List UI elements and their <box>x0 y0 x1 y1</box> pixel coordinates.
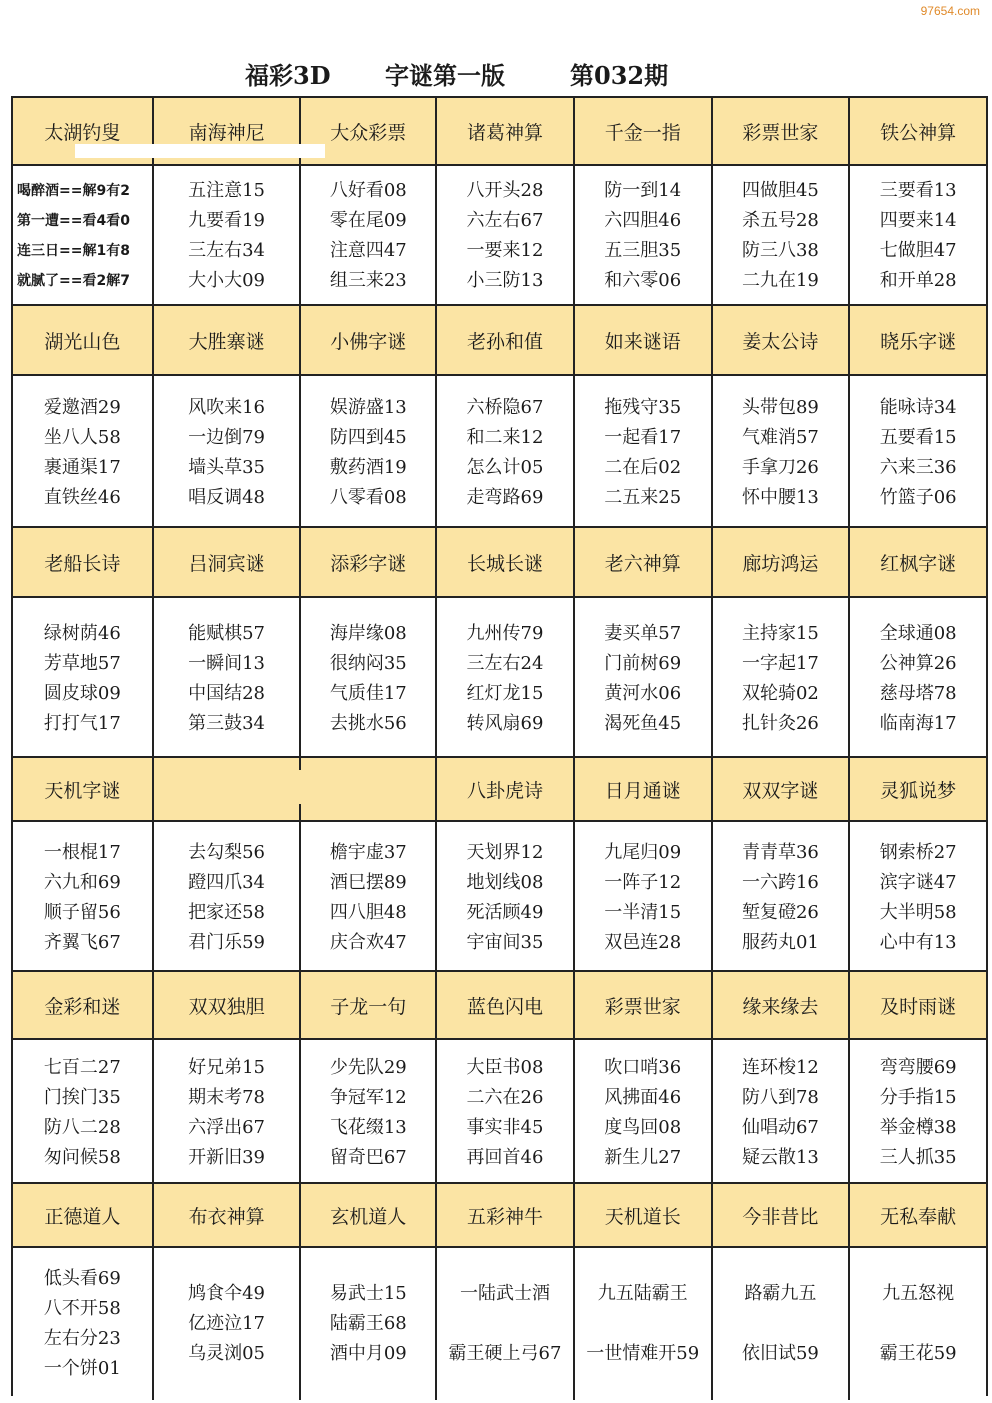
riddle-line: 低头看69 <box>43 1268 121 1289</box>
riddle-line: 分手指15 <box>879 1087 957 1108</box>
riddle-line: 事实非45 <box>466 1117 544 1138</box>
riddle-line: 宇宙间35 <box>466 932 544 953</box>
riddle-cell <box>713 598 851 760</box>
section-1 <box>13 98 986 306</box>
riddle-line: 爱邀酒29 <box>43 397 121 418</box>
riddle-cell <box>713 1248 851 1400</box>
section-header-row <box>13 970 986 1040</box>
column-header: 小佛字谜 <box>301 306 437 374</box>
riddle-line: 渴死鱼45 <box>604 713 682 734</box>
column-header: 湖光山色 <box>13 306 154 374</box>
section-body-row <box>13 822 986 974</box>
riddle-line: 怀中腰13 <box>741 487 819 508</box>
riddle-line: 全球通08 <box>879 623 957 644</box>
riddle-cell <box>575 822 713 974</box>
riddle-line: 中国结28 <box>188 683 266 704</box>
riddle-line: 九五怒视 <box>882 1283 955 1304</box>
section-2 <box>13 304 986 530</box>
riddle-line: 一字起17 <box>741 653 819 674</box>
riddle-line: 双邑连28 <box>604 932 682 953</box>
title-edition: 字谜第一版 <box>385 61 505 90</box>
column-header: 彩票世家 <box>575 972 713 1038</box>
section-header-row <box>13 304 986 376</box>
riddle-line: 打打气17 <box>43 713 121 734</box>
riddle-line: 二九在19 <box>741 270 819 291</box>
riddle-line: 唱反调48 <box>188 487 266 508</box>
riddle-line: 六左右67 <box>466 210 544 231</box>
riddle-line: 二五来25 <box>604 487 682 508</box>
column-header: 及时雨谜 <box>880 995 957 1018</box>
column-header: 红枫字谜 <box>880 552 957 575</box>
column-header: 大胜寨谜 <box>154 306 302 374</box>
riddle-line: 檐宇虚37 <box>329 842 407 863</box>
riddle-cell <box>154 822 302 974</box>
riddle-cell <box>575 598 713 760</box>
site-watermark: 97654.com <box>920 4 980 18</box>
riddle-line: 红灯龙15 <box>466 683 544 704</box>
column-header: 子龙一句 <box>301 972 437 1038</box>
riddle-line: 六来三36 <box>879 457 957 478</box>
riddle-line: 一起看17 <box>604 427 682 448</box>
riddle-line: 双轮骑02 <box>741 683 819 704</box>
column-header: 无私奉献 <box>880 1205 957 1228</box>
riddle-line: 黄河水06 <box>604 683 682 704</box>
riddle-line: 齐翼飞67 <box>43 932 121 953</box>
riddle-line: 新生儿27 <box>604 1147 682 1168</box>
riddle-line: 六桥隐67 <box>466 397 544 418</box>
riddle-line: 五注意15 <box>188 180 266 201</box>
riddle-cell <box>154 376 302 530</box>
column-header: 蓝色闪电 <box>437 972 575 1038</box>
riddle-line: 慈母塔78 <box>879 683 957 704</box>
column-header: 缘来缘去 <box>713 972 851 1038</box>
riddle-line: 主持家15 <box>741 623 819 644</box>
riddle-cell <box>850 822 986 974</box>
riddle-cell <box>301 166 437 306</box>
riddle-line: 风拂面46 <box>604 1087 682 1108</box>
riddle-cell <box>13 822 154 974</box>
column-header: 布衣神算 <box>154 1184 302 1246</box>
column-header: 天机字谜 <box>13 758 154 820</box>
riddle-line: 去勾梨56 <box>188 842 266 863</box>
riddle-cell <box>850 376 986 530</box>
riddle-cell <box>437 822 575 974</box>
section-6 <box>13 1182 986 1400</box>
riddle-line: 留奇巴67 <box>329 1147 407 1168</box>
riddle-line: 防八到78 <box>741 1087 819 1108</box>
riddle-line: 匆问候58 <box>43 1147 121 1168</box>
riddle-cell <box>850 1248 986 1400</box>
riddle-line: 心中有13 <box>879 932 957 953</box>
section-3 <box>13 526 986 760</box>
riddle-cell <box>713 822 851 974</box>
section-5 <box>13 970 986 1186</box>
riddle-cell <box>13 166 154 306</box>
riddle-line: 组三来23 <box>329 270 407 291</box>
riddle-table <box>11 96 988 1396</box>
riddle-line: 四要来14 <box>879 210 957 231</box>
section-header-row <box>13 1182 986 1248</box>
riddle-line: 疑云散13 <box>741 1147 819 1168</box>
riddle-line: 八好看08 <box>329 180 407 201</box>
column-header: 八卦虎诗 <box>437 758 575 820</box>
riddle-cell <box>437 166 575 306</box>
riddle-line: 度鸟回08 <box>604 1117 682 1138</box>
riddle-line: 临南海17 <box>879 713 957 734</box>
column-header: 姜太公诗 <box>713 306 851 374</box>
riddle-line: 钢索桥27 <box>879 842 957 863</box>
riddle-line: 一六跨16 <box>741 872 819 893</box>
riddle-line: 一陆武士酒 <box>460 1283 550 1304</box>
riddle-line: 飞花缀13 <box>329 1117 407 1138</box>
riddle-line: 芳草地57 <box>43 653 121 674</box>
riddle-line: 鸠食仐49 <box>188 1283 266 1304</box>
riddle-cell <box>850 598 986 760</box>
column-header: 双双字谜 <box>713 758 851 820</box>
riddle-line: 喝醉酒==解9有2 <box>17 183 130 199</box>
riddle-line: 二六在26 <box>466 1087 544 1108</box>
riddle-line: 七百二27 <box>43 1057 121 1078</box>
riddle-line: 蹬四爪34 <box>188 872 266 893</box>
riddle-line: 拖残守35 <box>604 397 682 418</box>
riddle-cell <box>575 1248 713 1400</box>
riddle-line: 路霸九五 <box>744 1283 817 1304</box>
riddle-line: 一根棍17 <box>43 842 121 863</box>
riddle-line: 地划线08 <box>466 872 544 893</box>
riddle-line: 直铁丝46 <box>43 487 121 508</box>
riddle-line: 一要来12 <box>466 240 544 261</box>
riddle-line: 九五陆霸王 <box>597 1283 688 1304</box>
riddle-cell <box>301 822 437 974</box>
section-header-row <box>13 756 986 822</box>
riddle-cell <box>575 1040 713 1186</box>
riddle-cell <box>713 166 851 306</box>
riddle-line: 五三胆35 <box>604 240 682 261</box>
riddle-line: 一半清15 <box>604 902 682 923</box>
riddle-cell <box>13 376 154 530</box>
riddle-line: 酒巳摆89 <box>329 872 407 893</box>
section-header-row <box>13 526 986 598</box>
riddle-line: 乌灵浏05 <box>188 1343 266 1364</box>
riddle-line: 九要看19 <box>188 210 266 231</box>
riddle-line: 大半明58 <box>879 902 957 923</box>
riddle-cell <box>301 1040 437 1186</box>
riddle-line: 霸王花59 <box>879 1343 957 1364</box>
column-header: 晓乐字谜 <box>880 330 957 353</box>
riddle-line: 能咏诗34 <box>879 397 957 418</box>
column-header: 吕洞宾谜 <box>154 528 302 596</box>
column-header: 彩票世家 <box>713 98 851 164</box>
riddle-line: 再回首46 <box>466 1147 544 1168</box>
column-header: 长城长谜 <box>437 528 575 596</box>
riddle-line: 三人抓35 <box>879 1147 957 1168</box>
riddle-line: 二在后02 <box>604 457 682 478</box>
riddle-line: 防一到14 <box>604 180 682 201</box>
riddle-line: 依旧试59 <box>741 1343 819 1364</box>
riddle-line: 开新旧39 <box>188 1147 266 1168</box>
riddle-line: 举金樽38 <box>879 1117 957 1138</box>
riddle-line: 亿迹泣17 <box>188 1313 266 1334</box>
riddle-line: 八开头28 <box>466 180 544 201</box>
riddle-line: 滨字谜47 <box>879 872 957 893</box>
riddle-line: 头带包89 <box>741 397 819 418</box>
riddle-cell <box>13 598 154 760</box>
redaction-bar <box>75 144 325 158</box>
riddle-line: 走弯路69 <box>466 487 544 508</box>
riddle-cell <box>713 376 851 530</box>
riddle-line: 扎针灸26 <box>741 713 819 734</box>
riddle-line: 左右分23 <box>43 1328 121 1349</box>
riddle-line: 少先队29 <box>329 1057 407 1078</box>
column-header: 诸葛神算 <box>437 98 575 164</box>
riddle-line: 门前树69 <box>604 653 682 674</box>
riddle-line: 三要看13 <box>879 180 957 201</box>
riddle-line: 就腻了==看2解7 <box>17 273 130 289</box>
riddle-cell <box>154 1040 302 1186</box>
riddle-line: 君门乐59 <box>188 932 266 953</box>
riddle-line: 八零看08 <box>329 487 407 508</box>
riddle-line: 裹通渠17 <box>43 457 121 478</box>
riddle-line: 弯弯腰69 <box>879 1057 957 1078</box>
section-body-row <box>13 376 986 530</box>
riddle-cell <box>437 376 575 530</box>
riddle-line: 五要看15 <box>879 427 957 448</box>
riddle-line: 和二来12 <box>466 427 544 448</box>
riddle-cell <box>154 1248 302 1400</box>
riddle-line: 酒中月09 <box>329 1343 407 1364</box>
title-lottery: 福彩3D <box>245 61 331 90</box>
section-body-row <box>13 598 986 760</box>
riddle-line: 期末考78 <box>188 1087 266 1108</box>
column-header: 老六神算 <box>575 528 713 596</box>
riddle-cell <box>301 1248 437 1400</box>
riddle-cell <box>13 1248 154 1400</box>
riddle-line: 六九和69 <box>43 872 121 893</box>
column-header: 南海神尼 <box>154 98 302 164</box>
section-body-row <box>13 1040 986 1186</box>
section-body-row <box>13 1248 986 1400</box>
column-header: 玄机道人 <box>301 1184 437 1246</box>
riddle-line: 顺子留56 <box>43 902 121 923</box>
riddle-line: 注意四47 <box>329 240 407 261</box>
riddle-line: 第三鼓34 <box>188 713 266 734</box>
riddle-line: 杀五号28 <box>741 210 819 231</box>
riddle-line: 公神算26 <box>879 653 957 674</box>
riddle-line: 一个饼01 <box>43 1358 121 1379</box>
riddle-line: 吹口哨36 <box>604 1057 682 1078</box>
riddle-line: 把家还58 <box>188 902 266 923</box>
column-header: 灵狐说梦 <box>880 779 957 802</box>
riddle-line: 四八胆48 <box>329 902 407 923</box>
riddle-line: 坐八人58 <box>43 427 121 448</box>
column-header: 日月通谜 <box>575 758 713 820</box>
column-header: 双双独胆 <box>154 972 302 1038</box>
riddle-line: 连环梭12 <box>741 1057 819 1078</box>
riddle-cell <box>850 1040 986 1186</box>
riddle-cell <box>301 598 437 760</box>
riddle-line: 怎么计05 <box>466 457 544 478</box>
riddle-cell <box>437 1040 575 1186</box>
riddle-line: 陆霸王68 <box>329 1313 407 1334</box>
riddle-line: 一边倒79 <box>188 427 266 448</box>
riddle-line: 天划界12 <box>466 842 544 863</box>
riddle-line: 庆合欢47 <box>329 932 407 953</box>
riddle-cell <box>154 166 302 306</box>
riddle-line: 连三日==解1有8 <box>17 243 130 259</box>
riddle-cell <box>575 166 713 306</box>
column-header: 今非昔比 <box>713 1184 851 1246</box>
riddle-line: 能赋棋57 <box>188 623 266 644</box>
column-header: 正德道人 <box>13 1184 154 1246</box>
column-header: 添彩字谜 <box>301 528 437 596</box>
column-header: 五彩神牛 <box>437 1184 575 1246</box>
column-header: 千金一指 <box>575 98 713 164</box>
riddle-line: 仙唱动67 <box>741 1117 819 1138</box>
riddle-line: 九州传79 <box>466 623 544 644</box>
riddle-line: 大臣书08 <box>466 1057 544 1078</box>
riddle-cell <box>713 1040 851 1186</box>
column-header: 如来谜语 <box>575 306 713 374</box>
riddle-line: 霸王硬上弓67 <box>448 1343 562 1364</box>
riddle-line: 娱游盛13 <box>329 397 407 418</box>
riddle-line: 七做胆47 <box>879 240 957 261</box>
riddle-line: 六浮出67 <box>188 1117 266 1138</box>
riddle-line: 八不开58 <box>43 1298 121 1319</box>
riddle-line: 服药丸01 <box>741 932 819 953</box>
riddle-line: 转风扇69 <box>466 713 544 734</box>
riddle-line: 海岸缘08 <box>329 623 407 644</box>
riddle-line: 防八二28 <box>43 1117 121 1138</box>
riddle-cell <box>575 376 713 530</box>
riddle-line: 易武士15 <box>329 1283 407 1304</box>
column-header: 太湖钓叟 <box>13 98 154 164</box>
riddle-line: 堑复磴26 <box>741 902 819 923</box>
section-body-row <box>13 166 986 306</box>
riddle-line: 一瞬间13 <box>188 653 266 674</box>
riddle-cell <box>437 598 575 760</box>
riddle-line: 很纳闷35 <box>329 653 407 674</box>
title-issue: 第032期 <box>570 61 669 90</box>
riddle-line: 死活顾49 <box>466 902 544 923</box>
riddle-line: 气难消57 <box>741 427 819 448</box>
riddle-cell <box>437 1248 575 1400</box>
riddle-line: 敷药酒19 <box>329 457 407 478</box>
section-4 <box>13 756 986 974</box>
riddle-line: 墙头草35 <box>188 457 266 478</box>
riddle-line: 六四胆46 <box>604 210 682 231</box>
riddle-line: 小三防13 <box>466 270 544 291</box>
riddle-line: 风吹来16 <box>188 397 266 418</box>
riddle-cell <box>154 598 302 760</box>
riddle-line: 大小大09 <box>188 270 266 291</box>
riddle-line: 一阵子12 <box>604 872 682 893</box>
column-header: 老船长诗 <box>13 528 154 596</box>
column-header: 廊坊鸿运 <box>713 528 851 596</box>
redaction-bar <box>163 770 425 804</box>
riddle-line: 圆皮球09 <box>43 683 121 704</box>
riddle-line: 门挨门35 <box>43 1087 121 1108</box>
column-header: 老孙和值 <box>437 306 575 374</box>
riddle-line: 三左右24 <box>466 653 544 674</box>
riddle-line: 手拿刀26 <box>741 457 819 478</box>
riddle-line: 防三八38 <box>741 240 819 261</box>
riddle-line: 三左右34 <box>188 240 266 261</box>
riddle-line: 和开单28 <box>879 270 957 291</box>
riddle-line: 竹篮子06 <box>879 487 957 508</box>
riddle-line: 气质佳17 <box>329 683 407 704</box>
riddle-cell <box>13 1040 154 1186</box>
riddle-line: 防四到45 <box>329 427 407 448</box>
column-header: 金彩和迷 <box>13 972 154 1038</box>
riddle-line: 妻买单57 <box>604 623 682 644</box>
riddle-line: 青青草36 <box>741 842 819 863</box>
riddle-line: 绿树荫46 <box>43 623 121 644</box>
riddle-line: 好兄弟15 <box>188 1057 266 1078</box>
column-header: 天机道长 <box>575 1184 713 1246</box>
riddle-line: 争冠军12 <box>329 1087 407 1108</box>
riddle-line: 四做胆45 <box>741 180 819 201</box>
riddle-cell <box>301 376 437 530</box>
riddle-line: 去挑水56 <box>329 713 407 734</box>
riddle-line: 第一遭==看4看0 <box>17 213 130 229</box>
column-header: 大众彩票 <box>301 98 437 164</box>
riddle-line: 一世情难开59 <box>586 1343 700 1364</box>
page-title <box>0 56 992 92</box>
riddle-cell <box>850 166 986 306</box>
riddle-line: 九尾归09 <box>604 842 682 863</box>
column-header: 铁公神算 <box>880 121 957 144</box>
riddle-line: 和六零06 <box>604 270 682 291</box>
riddle-line: 零在尾09 <box>329 210 407 231</box>
